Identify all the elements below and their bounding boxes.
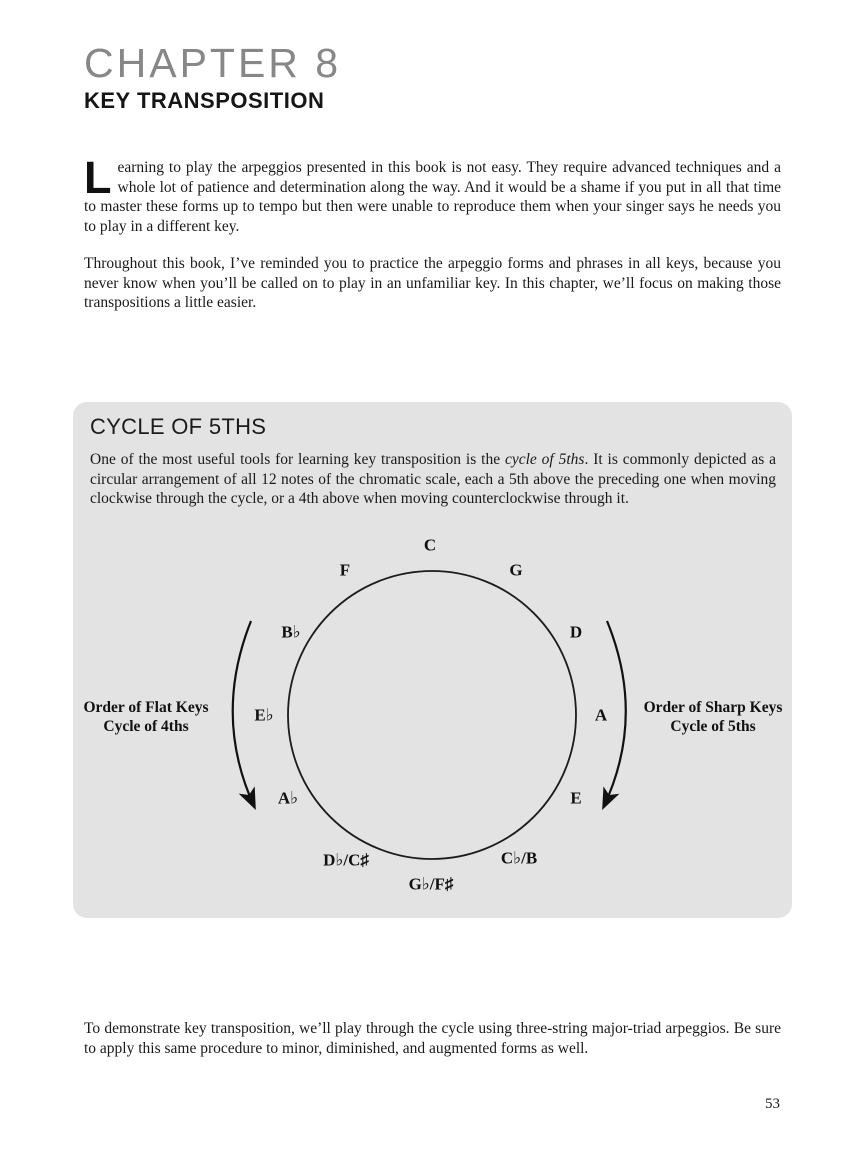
note-c: C xyxy=(423,535,437,555)
note-d: D xyxy=(569,622,583,642)
outro-paragraph: To demonstrate key transposition, we’ll play through the cycle using three-string major-triad arpeggios. Be sure to apply this same procedure to minor, diminished, and augmented forms as well. xyxy=(84,1020,781,1057)
intro-paragraph-1-text: earning to play the arpeggios presented in this book is not easy. They require advanced techniques and a whole lot of patience and determination along the way. And it would be a shame if you put in all that time to master these forms up to tempo but then were unable to reproduce them when your singer says he needs you to play in a different key. xyxy=(84,159,781,236)
chapter-number: CHAPTER 8 xyxy=(84,40,342,86)
intro-paragraph-2: Throughout this book, I’ve reminded you to practice the arpeggio forms and phrases in all keys, because you never know when you’ll be called on to play in an unfamiliar key. In this chapter, we’ll focus on making those transpositions a little easier. xyxy=(84,254,781,312)
sharp-keys-arrow-icon xyxy=(604,621,626,806)
panel-body-text xyxy=(90,450,776,509)
cycle-circle xyxy=(288,571,576,859)
circle-of-fifths-diagram xyxy=(73,518,792,918)
note-db-cs: D♭/C♯ xyxy=(323,850,369,870)
note-eb: E♭ xyxy=(254,705,274,725)
flat-keys-arrow-icon xyxy=(233,621,254,806)
outro-section xyxy=(84,1019,781,1058)
intro-section xyxy=(84,152,781,330)
note-cb-b: C♭/B xyxy=(500,848,538,868)
flat-keys-label-line1: Order of Flat Keys xyxy=(83,699,209,716)
flat-keys-label-line2: Cycle of 4ths xyxy=(103,718,189,735)
note-g: G xyxy=(509,560,523,580)
note-ab: A♭ xyxy=(277,788,299,808)
note-a: A xyxy=(594,705,608,725)
page-number: 53 xyxy=(765,1096,780,1112)
intro-paragraph-1 xyxy=(84,152,781,237)
note-f: F xyxy=(339,560,351,580)
cycle-of-5ths-panel xyxy=(73,402,792,918)
chapter-title: KEY TRANSPOSITION xyxy=(84,88,325,113)
panel-body-italic-term: cycle of 5ths xyxy=(504,451,585,468)
drop-cap: L xyxy=(84,152,112,203)
panel-heading: CYCLE OF 5THS xyxy=(90,414,267,439)
sharp-keys-label-line2: Cycle of 5ths xyxy=(670,718,756,735)
panel-body-before: One of the most useful tools for learning key transposition is the xyxy=(90,451,505,468)
note-gb-fs: G♭/F♯ xyxy=(408,874,454,894)
note-bb: B♭ xyxy=(281,622,301,642)
note-e: E xyxy=(570,788,582,808)
panel-body-after: . It is commonly depicted as a circular arrangement of all 12 notes of the chromatic scale, each a 5th above the preceding one when moving clockwise through the cycle, or a 4th above when moving counterclockwise through it. xyxy=(90,451,776,508)
sharp-keys-label-line1: Order of Sharp Keys xyxy=(643,699,783,716)
